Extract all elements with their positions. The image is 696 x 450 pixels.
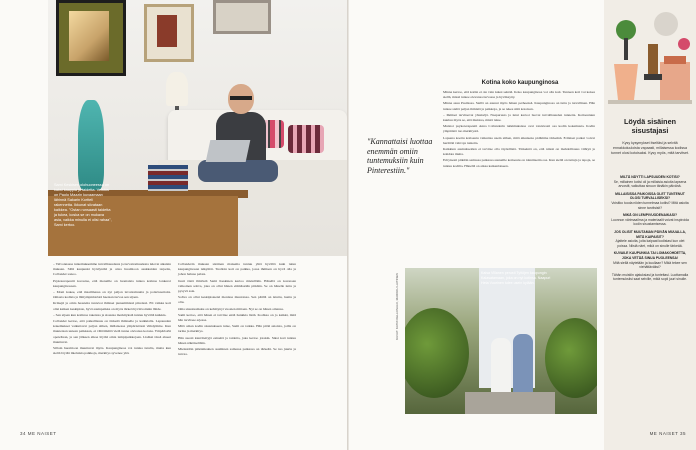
paragraph: Juuri tästä ilmiöstä Sami Keskinen kertoo mielellään. Hänellä on kotonaan valkoinen sohva, joka on ollut hänen elämässään pitkään. Se on hänelle tuttu ja pysyvä asia. <box>178 278 296 294</box>
left-page <box>0 0 347 450</box>
question: MILLAISISSA PAIKOISSA OLET TUNTENUT OLOSI TURVALLISEKSI? <box>615 191 685 201</box>
paragraph: Mitä oman kodin sisustukseen tulee, Sami on tarkka. Hän pitää asioista, joilla on tarina ja merkitys. <box>178 324 296 334</box>
answer: Luonnon värimaailma ja materiaalit voivat inspiroida kodin sisustamisessa. <box>611 217 689 227</box>
person <box>491 338 511 394</box>
steps <box>465 392 555 414</box>
paragraph: Muistot psykoterapeutti Anna Collanderin tutkimuksissa ovat toistuvasti osa kodin kokemusta. Kodin ympäristö tuo merkitystä. <box>443 124 595 134</box>
statue <box>78 100 104 190</box>
paragraph: Sohva on ollut keskipisteenä monissa muutoissa. Sen päällä on istuttu, luettu ja oltu. <box>178 295 296 305</box>
sidebar-title: Löydä sisäinen sisustajasi <box>624 117 676 135</box>
paragraph: Collanderin mukaan sisäinen maisema tuntuu yhtä hyvältä kuin tutun kaupunginosan näkymät. Tuolloin koti on paikka, jossa ihmisen on hyvä olla ja johon haluaa palata. <box>178 262 296 277</box>
question: KUVAILE KAUPUNKIA TAI LOMAKOHDETTA, JOKA VETÄÄ SINUA PUOLEENSA! <box>613 251 687 260</box>
question: JOS OLISIT MUUTAMAN PÄIVÄN MUUALLA, MITÄ KAIPAISIT? <box>614 229 686 239</box>
paragraph: Kaikkien asuinalueiden ei tarvitse olla täydellisiä. Tärkeintä on, että niissä on mahdollisuus viihtyä ja kohdata muita. <box>443 147 595 157</box>
paragraph: Collander kertoo, että paikallisuus on tärkeää ihmiselle ja kaikkialla. Lapsuuden kokemukset vaikuttavat paljon siihen, millaisessa ympäristössä viihdymme. Kun muutetaan uuteen paikkaan, ei välttämättä vielä tunne olevansa kotona. Ympäristöä opetellaan, ja sen jälkeen alkaa löytää omia lempipaikkojaan. Lisäksi tässä alueet muuttuvat. <box>53 319 171 344</box>
answer: Mitä siellä näytetään ja kuullaan? Mikä tekee sen viehättäväksi? <box>613 260 687 270</box>
page-folio: ME NAISET 35 <box>649 431 686 436</box>
paragraph: Oma sisustusmaku on kehittynyt vuosien mittaan. Nyt se on hänen omansa. <box>178 306 284 311</box>
sidebar-questions <box>610 172 690 283</box>
sidebar-intro: Kysy kysymykset itseltäsi ja selvitä ennakkoluuloista vapaasti, millaisessa kodissa tunnet olosi kotoisaksi. Kysy myös, mitä tarvitset. <box>611 141 689 155</box>
art-frame <box>56 0 126 76</box>
text-column-2 <box>178 262 296 358</box>
plant-icon <box>545 318 597 398</box>
paragraph: Hän suosii kierrätettyjä esineitä ja taidetta, joka kertoo jotakin. Siksi koti tuntuu hänen näköiseltään. <box>178 335 296 345</box>
text-column-1 <box>53 262 171 357</box>
person <box>513 334 533 394</box>
page-folio: 34 ME NAISET <box>20 431 57 436</box>
paragraph: – Ihmiset tarvitsevat yhteisöjä. Naapurusto ja tutut kasvot luovat turvallisuuden tunnetta. Kotiseutuun kuuluu myös se, että muistaa, mistä tulee. <box>443 112 595 123</box>
paragraph: Minna asuu Pasilassa. Siellä on asunut myös hänen perheensä. Kaupunginosa on tuttu ja turvallinen. Hän tuntee sieltä paljon ihmisiä ja paikkoja, ja se tekee siitä kotoisan. <box>443 101 595 111</box>
photo-caption: Kaisa Villanen perusti Tyttöjen kaupungin Kalasatamaan, joka on nyt kotinsa. Naapuri Heta Vuorinen tulee usein kylään. <box>481 271 551 285</box>
doorstep-photo <box>405 268 597 414</box>
paragraph: Mielestään pitkäaikainen asuminen samassa paikassa on tärkeää. Se tuo juuria ja turvaa. <box>178 347 296 357</box>
paragraph: Erityisesti pitkään samassa paikassa asuneille kotiseutu on identiteetin osa. Kun siellä on tuttuja ja tapoja, se tuntuu kodilta. Hänellä on aikaa kaikenlaiseen. <box>443 158 595 168</box>
paragraph: Psykoterapeutti korostaa, että moneille on luontaista tuntea kotinsa lonkerot kaupunginosaan. <box>53 278 171 288</box>
pillow <box>288 125 324 153</box>
art-frame <box>213 0 271 34</box>
laptop-icon <box>206 140 251 162</box>
books <box>148 165 188 191</box>
photo-caption: Sami Keskisen olohuoneessa on kaksi kaappia ja taidetta. Veistos on Paolo Mazzin kuvaamaan lähinnä Sakarin Kortteli rakennetta. Ikkunat siivataan kaikkea. "Ostan runsaasti taidetta ja tukea, koska se on mukava asia, vaikka minulla ei olisi rahaa", Sami kertoo. <box>54 183 112 227</box>
answer: Se, millainen kotisi oli ja millaisia asioita lapsena arvostit, vaikuttaa sinuun tänäkin päivänä. <box>613 179 687 189</box>
photo-credit: KUVAT: KATRI KELLOSALO, MARKKU LAITINEN <box>395 273 399 340</box>
paragraph: Minna kertoo, että kotiin ei ole vain kaksi seinää. Koko kaupunginosa voi olla koti. Tunteen koti voi kokea siellä, missä tuntee olevansa turvassa ja hyväksytty. <box>443 90 595 100</box>
right-page <box>349 0 696 450</box>
text-column-right <box>443 90 595 170</box>
answer: Voisitko tuoda niiden tunnelmaa kotiisi? Mitä asioita sinne tarvitsisit? <box>611 200 689 210</box>
paragraph: Kriisejä ja omia haasteita tuntevat ihmiset pienemmissä piireissä. Eli vaikka koti olisi kaiken keskipiste, hyvä asuinpaikka on myös tärkeä hyvinvoinnin lähde. <box>53 301 171 311</box>
paragraph: Sami kertoo, että hänen ei tarvitse enää hankkia lisää. Kodissa on jo kaikki, mitä hän tarvitsee arjessa. <box>178 312 296 323</box>
paragraph: Silloin huomioon muuttuvat myös. Kaupunginosa voi tuntua tutulta, mutta kun sieltä löytää mieluisia paikkoja, merkitys syvenee yhä. <box>53 346 171 356</box>
section-heading: Kotina koko kaupunginosa <box>481 80 559 86</box>
question: MIKÄ ON LEMPIVUODENAIKASI? <box>622 213 678 218</box>
answer: Ajattele asioita, joita kaipaat kodistasi kun olet poissa. Niistä näet, mikä on sinulle tärkeää. <box>615 239 685 248</box>
answer: Tähän muistiin ajatuksiasi ja tunteitasi. Luottamalla tuntemuksiisi saat selville, mikä sopii juuri sinulle. <box>611 272 689 282</box>
question: MILTÄ NÄYTTI LAPSUUDEN KOTISI? <box>620 175 680 179</box>
paragraph: Lapsena koettu kotiseutu vaikuttaa usein siihen, mitä aikuisena pidämme tärkeänä. Erilaiset paikat voivat herättää vahvoja tunteita. <box>443 135 595 145</box>
lamp-icon <box>166 72 188 106</box>
sidebar-box <box>604 0 696 450</box>
paragraph: – Moni kokee, että maailmassa on nyt paljon levottomuutta ja polarisaatioita. Omasta kodista ja lähiympäristöstä haetaan turvaa sen sijaan. <box>53 290 171 300</box>
paragraph: – Valvonnassa tuntemuksemme turvallisuudesta ja turvattomuudesta tulevat aikaisin mukaan. Sillä kaupunki hyödyntää ja ottaa huomioon asukkaiden tarpeita, Collander sanoo. <box>53 262 171 277</box>
art-frame <box>144 4 194 62</box>
pull-quote: "Kannattaisi luottaa enemmän omiin tuntemuksiin kuin Pinterestiin." <box>367 137 433 175</box>
paragraph: – Sen sijaan kun kotiinsa rakentaa ja sisustaa merkityksiä tuntuu hyvältä kaikkia. <box>53 312 167 317</box>
decor-illustration <box>604 0 696 116</box>
